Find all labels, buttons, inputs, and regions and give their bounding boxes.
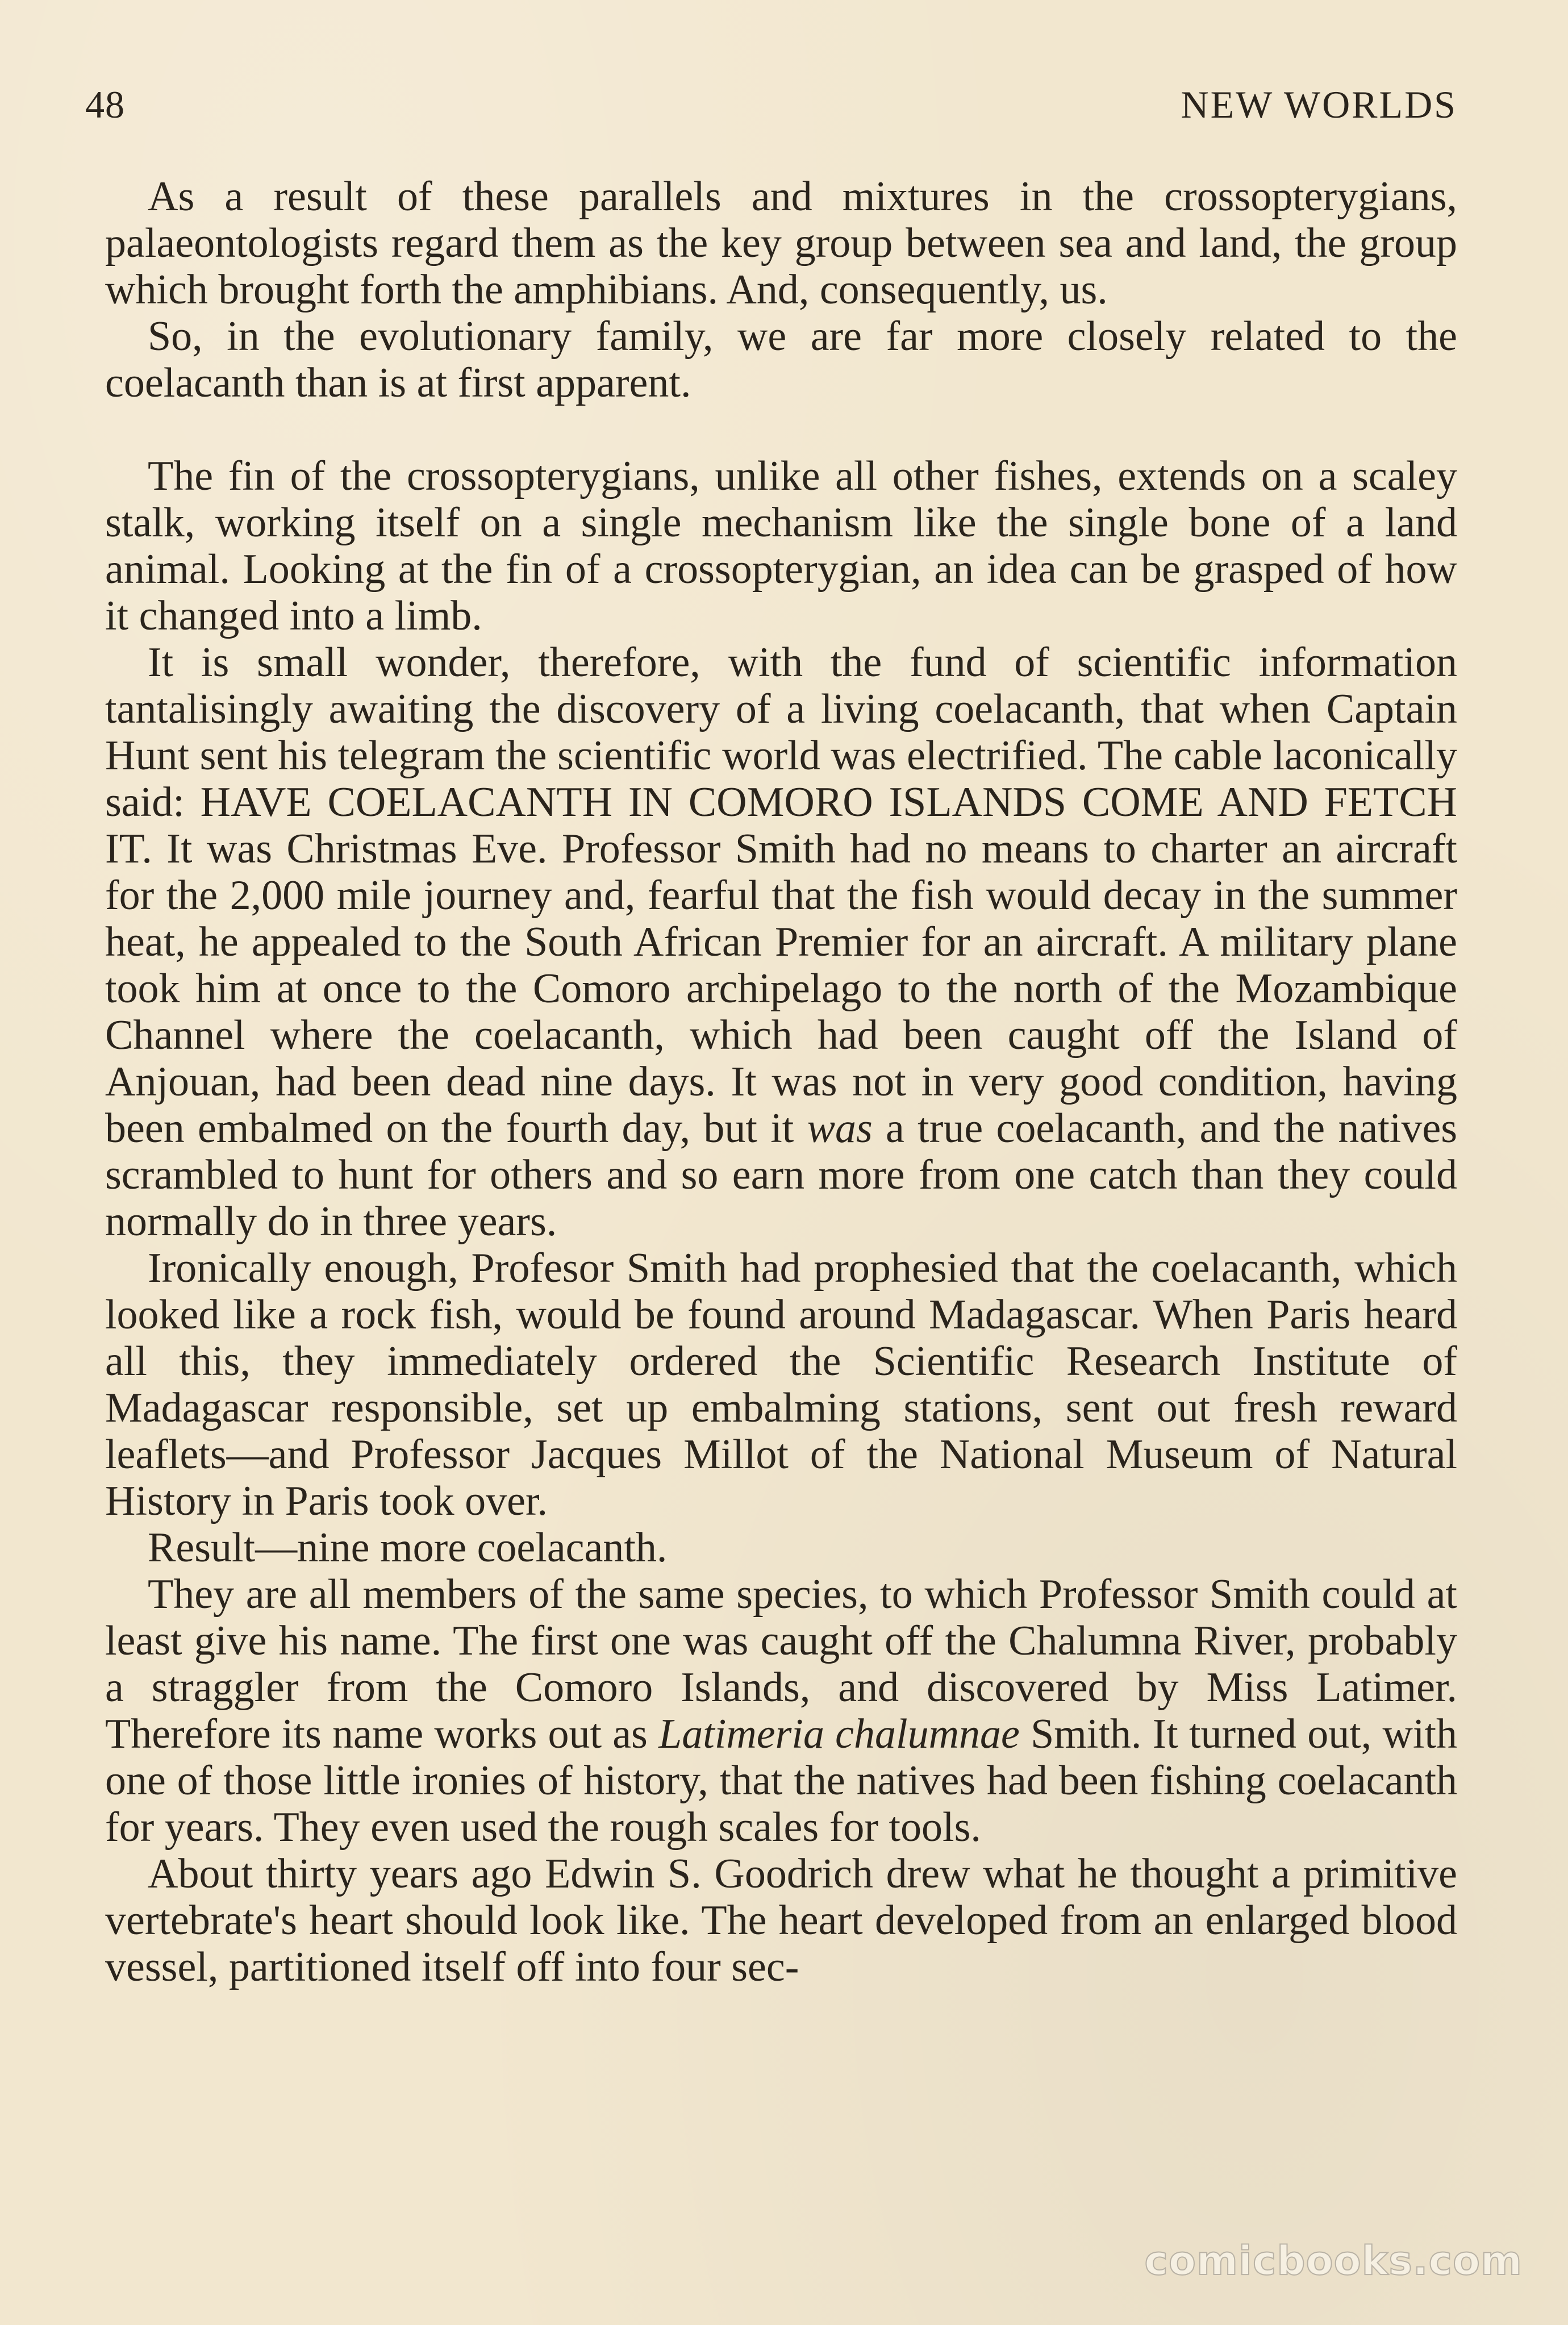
paragraph-text: Ironically enough, Profesor Smith had prophesied that the coelacanth, which looked like a rock fish, would be found around Madagascar. When Paris heard all this, they immediately ordered the Scientific Research Institute of Madagascar responsible, set up embalming stations, sent out fresh reward leaflets—and Professor Jacques Millot of the National Museum of Natural History in Paris took over. (105, 1245, 1457, 1524)
italic-species-name: Latimeria chalumnae (658, 1711, 1020, 1757)
watermark: comicbooks.com (1144, 2238, 1523, 2284)
paragraph-text: So, in the evolutionary family, we are far more closely related to the coelacanth than is at first apparent. (105, 313, 1457, 406)
paragraph-text: They are all members of the same species, to which Professor Smith could at least give his name. The first one was caught off the Chalumna River, probably a straggler from the Comoro Islands, and discovered by Miss Latimer. Therefore its name works out as (105, 1571, 1457, 1757)
paragraph-text-continued: a true coelacanth, and the natives scrambled to hunt for others and so earn more from one catch than they could normally do in three years. (105, 1105, 1458, 1245)
paragraph (105, 1571, 1457, 1851)
paragraph-text-continued: Smith. It turned out, with one of those little ironies of history, that the natives had been fishing coelacanth for years. They even used the rough scales for tools. (105, 1711, 1458, 1851)
paragraph (105, 1851, 1457, 1990)
running-head: NEW WORLDS (1181, 83, 1457, 126)
paragraph-text: About thirty years ago Edwin S. Goodrich drew what he thought a primitive vertebrate's heart should look like. The heart developed from an enlarged blood vessel, partitioned itself off into four sec- (105, 1851, 1457, 1990)
paragraph (105, 453, 1457, 639)
paragraph (105, 1245, 1457, 1524)
paragraph-text: It is small wonder, therefore, with the fund of scientific information tantalisingly awaiting the discovery of a living coelacanth, that when Captain Hunt sent his telegram the scientific world was electrified. The cable laconically said: HAVE COELACANTH IN COMORO ISLANDS COME AND FETCH IT. It was Christmas Eve. Professor Smith had no means to charter an aircraft for the 2,000 mile journey and, fearful that the fish would decay in the summer heat, he appealed to the South African Premier for an aircraft. A military plane took him at once to the Comoro archipelago to the north of the Mozambique Channel where the coelacanth, which had been caught off the Island of Anjouan, had been dead nine days. It was not in very good condition, having been embalmed on the fourth day, but it (105, 639, 1457, 1152)
paragraph (105, 639, 1457, 1245)
paragraph-text: The fin of the crossopterygians, unlike all other fishes, extends on a scaley stalk, working itself on a single mechanism like the single bone of a land animal. Looking at the fin of a crossopterygian, an idea can be grasped of how it changed into a limb. (105, 453, 1457, 639)
paragraph (105, 1524, 1457, 1571)
paragraph (105, 313, 1457, 406)
body-text (105, 173, 1457, 1990)
italic-emphasis: was (807, 1105, 873, 1152)
page-header (85, 85, 1457, 136)
paragraph (105, 173, 1457, 313)
page-number: 48 (85, 83, 125, 126)
paragraph-text: As a result of these parallels and mixtures in the crossopterygians, palaeontologists regard them as the key group between sea and land, the group which brought forth the amphibians. And, consequently, us. (105, 173, 1457, 313)
paragraph-text: Result—nine more coelacanth. (148, 1524, 668, 1571)
